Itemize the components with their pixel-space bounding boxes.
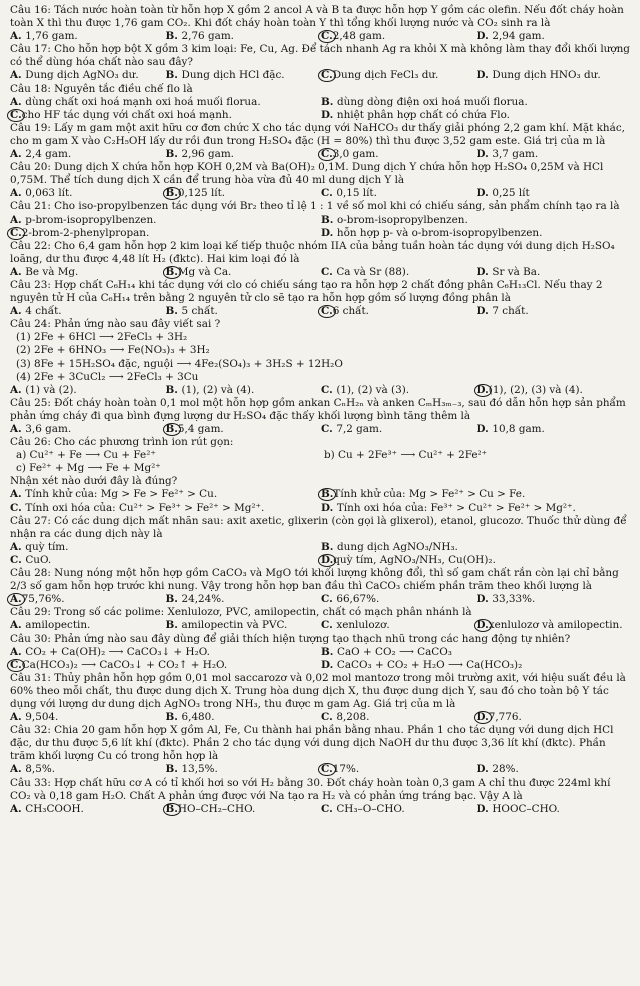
- answer-option: [166, 593, 322, 606]
- option-text: 2,48 gam.: [332, 30, 386, 43]
- question-block: [10, 436, 632, 515]
- answer-option: [321, 266, 477, 279]
- answer-option: [477, 423, 633, 436]
- answer-option: [10, 763, 166, 776]
- option-letter: A.: [10, 148, 26, 161]
- option-text: 2,94 gam.: [492, 30, 545, 43]
- option-text: Mg và Ca.: [177, 265, 232, 278]
- answer-options: [10, 711, 632, 724]
- option-letter: D.: [476, 148, 493, 161]
- answer-option: [10, 227, 321, 240]
- question-block: [10, 777, 632, 816]
- reaction-equation: (1) 2Fe + 6HCl ⟶ 2FeCl₃ + 3H₂: [16, 331, 188, 344]
- option-text: 4 chất.: [25, 305, 62, 318]
- question-block: [10, 672, 632, 724]
- answer-options: [10, 148, 632, 161]
- option-letter: A.: [10, 423, 26, 435]
- answer-options: [10, 803, 632, 816]
- answer-options: [10, 30, 632, 43]
- answer-option: [10, 541, 321, 554]
- answer-option: [10, 646, 321, 659]
- answer-option: [321, 305, 477, 318]
- question-block: [10, 724, 632, 776]
- answer-option: [10, 803, 166, 816]
- option-text: 7,2 gam.: [336, 423, 383, 435]
- option-letter: A.: [10, 187, 26, 200]
- answer-option: [166, 619, 322, 632]
- answer-option: [10, 593, 166, 606]
- option-letter: D.: [476, 30, 493, 43]
- answer-option: [477, 266, 633, 279]
- option-letter: B.: [165, 305, 182, 318]
- answer-option: [477, 30, 633, 43]
- answer-option: [321, 384, 477, 397]
- option-text: (1) và (2).: [25, 383, 77, 396]
- answer-option: [166, 305, 322, 318]
- question-stem: Câu 21: Cho iso-propylbenzen tác dụng với Br₂ theo tỉ lệ 1 : 1 về số mol khi có chiếu sáng, sản phẩm chính tạo ra là: [10, 200, 620, 213]
- question-stem: Câu 25: Đốt cháy hoàn toàn 0,1 mol một hỗn hợp gồm ankan CₙH₂ₙ và anken CₘH₃ₘ₋₃, sau đó dẫn hỗn hợp sản phẩm phản ứng cháy đi qua bình đựng lượng dư H₂SO₄ đặc thấy khối lượng bình tăng thêm là: [10, 396, 626, 422]
- question-stem: Câu 20: Dung dịch X chứa hỗn hợp KOH 0,2M và Ba(OH)₂ 0,1M. Dung dịch Y chứa hỗn hợp H₂SO₄ 0,25M và HCl 0,75M. Thể tích dung dịch X cần để trung hòa vừa đủ 40 ml dung dịch Y là: [10, 161, 604, 187]
- ionic-equation-row: [10, 449, 632, 462]
- option-text: amilopectin.: [25, 619, 91, 632]
- option-letter: A.: [10, 488, 26, 501]
- question-stem: Câu 33: Hợp chất hữu cơ A có tỉ khối hơi so với H₂ bằng 30. Đốt cháy hoàn toàn 0,3 gam A chỉ thu được 224ml khí CO₂ và 0,18 gam H₂O. Chất A phản ứng được với Na tạo ra H₂ và có phản ứng tráng bạc. Vậy A là: [10, 776, 611, 802]
- answer-option: [321, 646, 632, 659]
- option-letter: B.: [321, 645, 338, 658]
- question-block: [10, 200, 632, 239]
- option-letter: B.: [165, 593, 182, 606]
- option-text: 0,125 lít.: [177, 187, 226, 200]
- option-text: HOOC–CHO.: [492, 802, 560, 815]
- answer-option: [321, 227, 632, 240]
- question-stem: Câu 29: Trong số các polime: Xenlulozơ, PVC, amilopectin, chất có mạch phân nhánh là: [10, 606, 472, 619]
- option-letter: C.: [321, 711, 337, 724]
- answer-option: [321, 711, 477, 724]
- answer-option: [166, 763, 322, 776]
- answer-option: [321, 803, 477, 816]
- option-text: 3,0 gam.: [332, 148, 379, 161]
- option-text: dùng chất oxi hoá mạnh oxi hoá muối florua.: [25, 95, 261, 108]
- answer-option: [477, 305, 633, 318]
- option-letter: C.: [321, 265, 337, 278]
- option-letter: A.: [10, 383, 26, 396]
- option-letter: D.: [476, 763, 493, 776]
- question-block: [10, 122, 632, 161]
- option-text: CH₃COOH.: [25, 802, 84, 815]
- option-text: Sr và Ba.: [492, 265, 541, 278]
- option-letter: D.: [321, 553, 334, 566]
- option-text: 9,504.: [25, 711, 59, 724]
- option-text: 28%.: [492, 763, 519, 776]
- answer-options: [10, 214, 632, 240]
- answer-option: [10, 187, 166, 200]
- answer-options: [10, 266, 632, 279]
- answer-option: [10, 488, 321, 501]
- option-text: 17%.: [332, 763, 360, 776]
- ionic-equation: c) Fe²⁺ + Mg ⟶ Fe + Mg²⁺: [16, 462, 161, 475]
- answer-option: [10, 266, 166, 279]
- question-stem: Câu 28: Nung nóng một hỗn hợp gồm CaCO₃ và MgO tới khối lượng không đổi, thì số gam chất rắn còn lại chỉ bằng 2/3 số gam hỗn hợp trước khi nung. Vậy trong hỗn hợp ban đầu thì CaCO₃ chiếm phần trăm theo khối lượng là: [10, 567, 619, 593]
- option-letter: D.: [476, 593, 493, 606]
- option-letter: A.: [10, 265, 26, 278]
- option-letter: D.: [476, 619, 489, 632]
- question-block: [10, 606, 632, 632]
- answer-option: [477, 711, 633, 724]
- option-text: Ca(HCO₃)₂ ⟶ CaCO₃↓ + CO₂↑ + H₂O.: [21, 658, 228, 671]
- option-letter: C.: [10, 553, 26, 566]
- option-letter: B.: [165, 69, 182, 82]
- option-text: 0,15 lít.: [336, 187, 377, 200]
- question-stem: Câu 18: Nguyên tắc điều chế flo là: [10, 82, 193, 95]
- option-text: (1), (2) và (4).: [181, 383, 255, 396]
- option-text: 3,6 gam.: [25, 423, 72, 435]
- option-letter: B.: [321, 540, 338, 553]
- answer-option: [10, 30, 166, 43]
- option-text: xenlulozơ và amilopectin.: [488, 619, 623, 632]
- option-letter: D.: [321, 108, 337, 121]
- question-block: [10, 567, 632, 606]
- option-text: 2-brom-2-phenylpropan.: [21, 226, 150, 239]
- option-letter: B.: [165, 187, 178, 200]
- option-letter: D.: [476, 711, 489, 724]
- option-text: amilopectin và PVC.: [181, 619, 288, 632]
- question-block: [10, 4, 632, 43]
- option-letter: B.: [165, 265, 178, 278]
- answer-option: [321, 69, 477, 82]
- question-stem: Câu 17: Cho hỗn hợp bột X gồm 3 kim loại: Fe, Cu, Ag. Để tách nhanh Ag ra khỏi X mà không làm thay đổi khối lượng có thể dùng hóa chất nào sau đây?: [10, 43, 630, 69]
- option-letter: B.: [165, 383, 182, 396]
- option-text: 10,8 gam.: [492, 423, 545, 435]
- option-text: Tính khử của: Mg > Fe > Fe²⁺ > Cu.: [25, 488, 218, 501]
- option-text: Ca và Sr (88).: [336, 265, 410, 278]
- answer-options: [10, 646, 632, 672]
- option-text: 8,208.: [336, 711, 370, 724]
- answer-option: [10, 214, 321, 227]
- answer-option: [166, 384, 322, 397]
- option-text: 5 chất.: [181, 305, 218, 318]
- option-text: hỗn hợp p- và o-brom-isopropylbenzen.: [336, 226, 543, 239]
- option-letter: B.: [321, 95, 338, 108]
- answer-option: [10, 711, 166, 724]
- answer-option: [10, 502, 321, 515]
- option-text: (1), (2), (3) và (4).: [488, 383, 583, 396]
- option-text: CO₂ + Ca(OH)₂ ⟶ CaCO₃↓ + H₂O.: [25, 645, 210, 658]
- option-text: nhiệt phân hợp chất có chứa Flo.: [336, 108, 510, 121]
- answer-options: [10, 541, 632, 567]
- answer-option: [10, 305, 166, 318]
- option-text: 2,4 gam.: [25, 148, 72, 161]
- option-text: CaO + CO₂ ⟶ CaCO₃: [337, 645, 452, 658]
- question-block: [10, 397, 632, 436]
- option-letter: B.: [321, 488, 334, 501]
- answer-option: [321, 187, 477, 200]
- option-letter: B.: [165, 423, 178, 435]
- answer-option: [166, 711, 322, 724]
- question-block: [10, 43, 632, 82]
- option-text: dung dịch AgNO₃/NH₃.: [337, 540, 458, 553]
- answer-option: [10, 554, 321, 567]
- reaction-equation: (4) 2Fe + 3CuCl₂ ⟶ 2FeCl₃ + 3Cu: [16, 370, 199, 383]
- option-text: 7,776.: [488, 711, 522, 724]
- option-letter: B.: [165, 30, 182, 43]
- option-letter: A.: [10, 802, 26, 815]
- option-letter: A.: [10, 95, 26, 108]
- question-block: [10, 83, 632, 122]
- answer-option: [321, 488, 632, 501]
- answer-options: [10, 763, 632, 776]
- option-text: o-brom-isopropylbenzen.: [337, 213, 468, 226]
- option-text: Dung dịch HNO₃ dư.: [492, 69, 601, 82]
- option-letter: C.: [321, 423, 337, 435]
- option-letter: C.: [321, 383, 337, 396]
- question-block: [10, 633, 632, 672]
- option-letter: A.: [10, 645, 26, 658]
- answer-option: [166, 30, 322, 43]
- option-letter: D.: [476, 802, 493, 815]
- answer-option: [321, 30, 477, 43]
- answer-option: [477, 69, 633, 82]
- option-text: Tính khử của: Mg > Fe²⁺ > Cu > Fe.: [333, 488, 526, 501]
- answer-option: [166, 69, 322, 82]
- answer-option: [477, 803, 633, 816]
- option-text: cho HF tác dụng với chất oxi hoá mạnh.: [21, 108, 232, 121]
- answer-option: [10, 659, 321, 672]
- answer-option: [477, 187, 633, 200]
- answer-option: [321, 593, 477, 606]
- reaction-equation: (2) 2Fe + 6HNO₃ ⟶ Fe(NO₃)₃ + 3H₂: [16, 344, 210, 357]
- option-text: Tính oxi hóa của: Cu²⁺ > Fe³⁺ > Fe²⁺ > Mg²⁺.: [25, 501, 265, 514]
- question-block: [10, 318, 632, 397]
- answer-option: [321, 502, 632, 515]
- option-letter: A.: [10, 305, 26, 318]
- answer-option: [10, 384, 166, 397]
- option-letter: C.: [321, 593, 337, 606]
- question-block: [10, 161, 632, 200]
- option-letter: D.: [476, 305, 493, 318]
- option-letter: B.: [321, 213, 338, 226]
- answer-option: [477, 148, 633, 161]
- answer-option: [166, 187, 322, 200]
- answer-option: [10, 423, 166, 436]
- option-text: 5,4 gam.: [177, 423, 224, 435]
- answer-option: [321, 541, 632, 554]
- question-block: [10, 279, 632, 318]
- option-text: 6 chất.: [332, 305, 369, 318]
- question-stem: Câu 22: Cho 6,4 gam hỗn hợp 2 kim loại kế tiếp thuộc nhóm IIA của bảng tuần hoàn tác dụng với dung dịch H₂SO₄ loãng, dư thu được 4,48 lít H₂ (đktc). Hai kim loại đó là: [10, 239, 615, 265]
- answer-option: [10, 148, 166, 161]
- option-text: 2,76 gam.: [181, 30, 234, 43]
- option-text: quỳ tím, AgNO₃/NH₃, Cu(OH)₂.: [333, 553, 496, 566]
- answer-option: [477, 619, 633, 632]
- option-text: dùng dòng điện oxi hoá muối florua.: [337, 95, 528, 108]
- option-letter: C.: [321, 802, 337, 815]
- option-text: Dung dịch AgNO₃ dư.: [25, 69, 139, 82]
- answer-options: [10, 423, 632, 436]
- option-letter: B.: [165, 148, 182, 161]
- answer-option: [10, 96, 321, 109]
- option-letter: A.: [10, 593, 22, 606]
- answer-option: [321, 659, 632, 672]
- option-text: 2,96 gam.: [181, 148, 234, 161]
- option-text: 6,480.: [181, 711, 215, 724]
- option-letter: A.: [10, 540, 26, 553]
- ionic-equation: [324, 462, 632, 475]
- option-text: 1,76 gam.: [25, 30, 78, 43]
- answer-options: [10, 619, 632, 632]
- option-letter: A.: [10, 213, 26, 226]
- answer-option: [166, 803, 322, 816]
- option-text: 75,76%.: [21, 593, 65, 606]
- question-stem: Câu 31: Thủy phân hỗn hợp gồm 0,01 mol saccarozơ và 0,02 mol mantozơ trong môi trường axit, với hiệu suất đều là 60% theo mỗi chất, thu được dung dịch X. Trung hòa dung dịch X, thu được dung dịch Y, sau đó cho toàn bộ Y tác dụng với lượng dư dung dịch AgNO₃ trong NH₃, thu được m gam Ag. Giá trị của m là: [10, 671, 626, 710]
- question-stem: Câu 26: Cho các phương trình ion rút gọn:: [10, 436, 234, 449]
- answer-option: [477, 593, 633, 606]
- option-text: 0,063 lít.: [25, 187, 73, 200]
- answer-option: [321, 96, 632, 109]
- answer-options: [10, 488, 632, 514]
- question-stem: Câu 19: Lấy m gam một axit hữu cơ đơn chức X cho tác dụng với NaHCO₃ dư thấy giải phóng 2,2 gam khí. Mặt khác, cho m gam X vào C₂H₅OH lấy dư rồi đun trong H₂SO₄ đặc (H = 80%) thì thu được 3,52 gam este. Giá trị của m là: [10, 121, 625, 147]
- answer-options: [10, 187, 632, 200]
- question-stem: Câu 32: Chia 20 gam hỗn hợp X gồm Al, Fe, Cu thành hai phần bằng nhau. Phần 1 cho tác dụng với dung dịch HCl đặc, dư thu được 5,6 lít khí (đktc). Phần 2 cho tác dụng với dung dịch NaOH dư thu được 3,36 lít khí (đktc). Phần trăm khối lượng Cu có trong hỗn hợp là: [10, 724, 614, 763]
- answer-option: [477, 763, 633, 776]
- question-block: [10, 240, 632, 279]
- option-letter: D.: [476, 383, 489, 396]
- option-letter: A.: [10, 711, 26, 724]
- option-text: (1), (2) và (3).: [336, 383, 410, 396]
- option-letter: A.: [10, 763, 26, 776]
- option-letter: C.: [10, 226, 22, 239]
- option-letter: C.: [10, 501, 26, 514]
- answer-option: [10, 109, 321, 122]
- ionic-equation-row: [10, 462, 632, 475]
- option-letter: B.: [165, 802, 178, 815]
- option-letter: C.: [321, 187, 337, 200]
- option-letter: C.: [321, 69, 333, 82]
- question-block: [10, 515, 632, 567]
- option-letter: A.: [10, 69, 26, 82]
- option-text: 24,24%.: [181, 593, 225, 606]
- answer-option: [166, 423, 322, 436]
- option-text: p-brom-isopropylbenzen.: [25, 213, 157, 226]
- option-letter: D.: [476, 69, 493, 82]
- option-letter: C.: [10, 108, 22, 121]
- option-text: 3,7 gam.: [492, 148, 539, 161]
- answer-option: [166, 148, 322, 161]
- answer-option: [321, 423, 477, 436]
- option-text: Be và Mg.: [25, 265, 79, 278]
- option-letter: B.: [165, 619, 182, 632]
- option-text: 0,25 lít: [492, 187, 530, 200]
- reaction-equation: (3) 8Fe + 15H₂SO₄ đặc, nguội ⟶ 4Fe₂(SO₄)₃ + 3H₂S + 12H₂O: [16, 357, 343, 370]
- option-letter: B.: [165, 763, 182, 776]
- answer-options: [10, 69, 632, 82]
- answer-option: [321, 554, 632, 567]
- option-letter: D.: [476, 423, 493, 435]
- question-stem: Câu 24: Phản ứng nào sau đây viết sai ?: [10, 318, 221, 331]
- answer-option: [477, 384, 633, 397]
- answer-options: [10, 305, 632, 318]
- option-letter: D.: [321, 658, 337, 671]
- answer-option: [321, 109, 632, 122]
- option-text: Tính oxi hóa của: Fe³⁺ > Cu²⁺ > Fe²⁺ > Mg²⁺.: [336, 501, 576, 514]
- option-text: HO–CH₂–CHO.: [177, 802, 256, 815]
- ionic-equation: a) Cu²⁺ + Fe ⟶ Cu + Fe²⁺: [16, 449, 156, 462]
- option-letter: A.: [10, 619, 26, 632]
- option-letter: D.: [476, 187, 493, 200]
- option-text: xenlulozơ.: [336, 619, 390, 632]
- option-letter: D.: [321, 501, 337, 514]
- option-text: CuO.: [25, 553, 52, 566]
- option-letter: C.: [10, 658, 22, 671]
- question-stem: Câu 27: Có các dung dịch mất nhãn sau: axit axetic, glixerin (còn gọi là glixerol), etanol, glucozơ. Thuốc thử dùng để nhận ra các dung dịch này là: [10, 514, 627, 540]
- option-letter: D.: [476, 265, 493, 278]
- option-text: CH₃–O–CHO.: [336, 802, 405, 815]
- option-text: 66,67%.: [336, 593, 380, 606]
- option-letter: C.: [321, 619, 337, 632]
- answer-options: [10, 593, 632, 606]
- answer-option: [10, 619, 166, 632]
- option-letter: D.: [321, 226, 337, 239]
- answer-options: [10, 384, 632, 397]
- question-stem: Câu 16: Tách nước hoàn toàn từ hỗn hợp X gồm 2 ancol A và B ta được hỗn hợp Y gồm các olefin. Nếu đốt cháy hoàn toàn X thì thu được 1,76 gam CO₂. Khi đốt cháy hoàn toàn Y thì tổng khối lượng nước và CO₂ sinh ra là: [10, 4, 624, 30]
- option-text: 13,5%.: [181, 763, 218, 776]
- answer-option: [321, 619, 477, 632]
- option-letter: A.: [10, 30, 26, 43]
- answer-option: [321, 148, 477, 161]
- option-text: 33,33%.: [492, 593, 536, 606]
- option-text: CaCO₃ + CO₂ + H₂O ⟶ Ca(HCO₃)₂: [336, 658, 523, 671]
- answer-options: [10, 96, 632, 122]
- option-text: 8,5%.: [25, 763, 55, 776]
- answer-option: [10, 69, 166, 82]
- option-letter: C.: [321, 763, 333, 776]
- question-stem: Câu 30: Phản ứng nào sau đây dùng để giải thích hiện tượng tạo thạch nhũ trong các hang động tự nhiên?: [10, 632, 571, 645]
- option-letter: C.: [321, 30, 333, 43]
- option-letter: C.: [321, 148, 333, 161]
- question-stem: Câu 23: Hợp chất C₆H₁₄ khi tác dụng với clo có chiếu sáng tạo ra hỗn hợp 2 chất đồng phân C₆H₁₃Cl. Nếu thay 2 nguyên tử H của C₆H₁₄ trên bằng 2 nguyên tử clo sẽ tạo ra hỗn hợp gồm số lượng đồng phân là: [10, 278, 603, 305]
- answer-option: [166, 266, 322, 279]
- answer-option: [321, 214, 632, 227]
- option-letter: B.: [165, 711, 182, 724]
- option-letter: C.: [321, 305, 333, 318]
- answer-option: [321, 763, 477, 776]
- option-text: quỳ tím.: [25, 540, 69, 553]
- ionic-equation: b) Cu + 2Fe³⁺ ⟶ Cu²⁺ + 2Fe²⁺: [324, 449, 488, 462]
- option-text: Dung dịch FeCl₃ dư.: [332, 69, 439, 82]
- option-text: Dung dịch HCl đặc.: [181, 69, 285, 82]
- question-note: Nhận xét nào dưới đây là đúng?: [10, 475, 178, 488]
- option-text: 7 chất.: [492, 305, 529, 318]
